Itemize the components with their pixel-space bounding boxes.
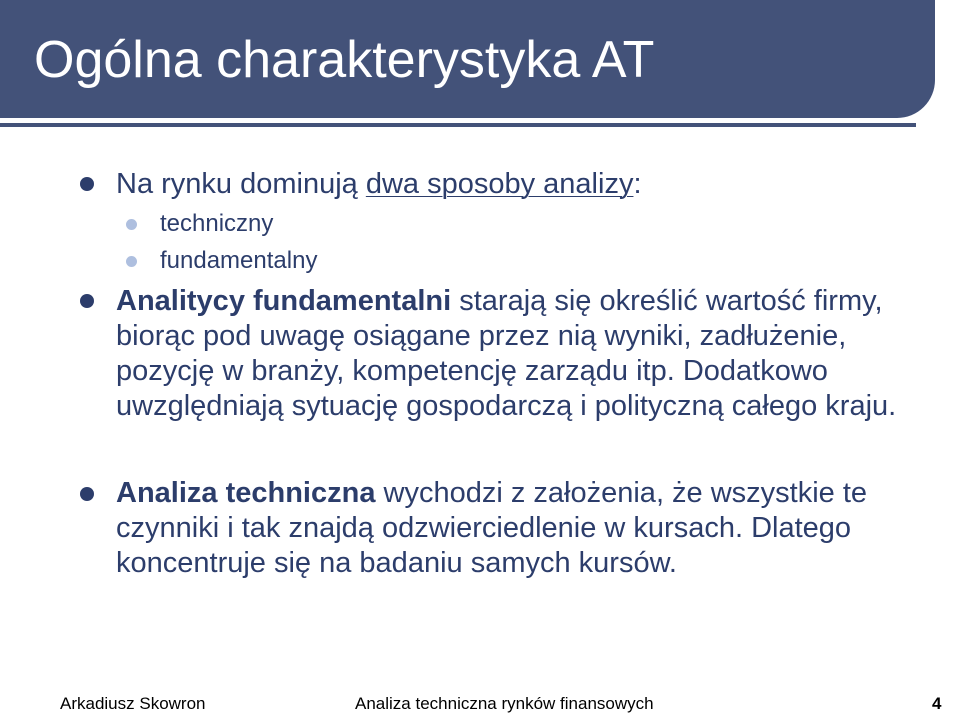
footer-page-number: 4 <box>932 694 942 713</box>
title-bar <box>0 0 935 118</box>
bullet-3-bold: Analiza techniczna <box>116 477 376 509</box>
slide-title: Ogólna charakterystyka AT <box>34 31 655 89</box>
bullet-3-text: wychodzi z założenia, że wszystkie te czynniki i tak znajdą odzwierciedlenie w kursach. Dlatego koncentruje się na badaniu samych kursów. <box>116 477 868 579</box>
bullet-icon <box>80 177 94 191</box>
sub-bullet-icon <box>126 219 137 230</box>
title-underline <box>0 123 916 127</box>
bullet-icon <box>80 294 94 308</box>
bullet-item-1 <box>116 167 916 202</box>
bullet-1-colon: : <box>633 168 642 200</box>
sub-bullet-icon <box>126 256 137 267</box>
footer-course: Analiza techniczna rynków finansowych <box>355 694 654 713</box>
bullet-1-underlined: dwa sposoby analizy <box>365 168 634 200</box>
bullet-item-2 <box>116 284 916 424</box>
bullet-1-text: Na rynku dominują <box>116 168 366 200</box>
bullet-item-3 <box>116 476 916 581</box>
bullet-2-bold: Analitycy fundamentalni <box>116 285 452 317</box>
sub-bullet-item-1: techniczny <box>160 210 274 237</box>
bullet-icon <box>80 487 94 501</box>
footer-author: Arkadiusz Skowron <box>60 694 206 713</box>
bullet-2-text: starają się określić wartość firmy, biorąc pod uwagę osiągane przez nią wyniki, zadłużenie, pozycję w branży, kompetencję zarządu itp. Dodatkowo uwzględniają sytuację gospodarczą i polityczną całego kraju. <box>116 285 897 422</box>
sub-bullet-item-2: fundamentalny <box>160 247 318 274</box>
